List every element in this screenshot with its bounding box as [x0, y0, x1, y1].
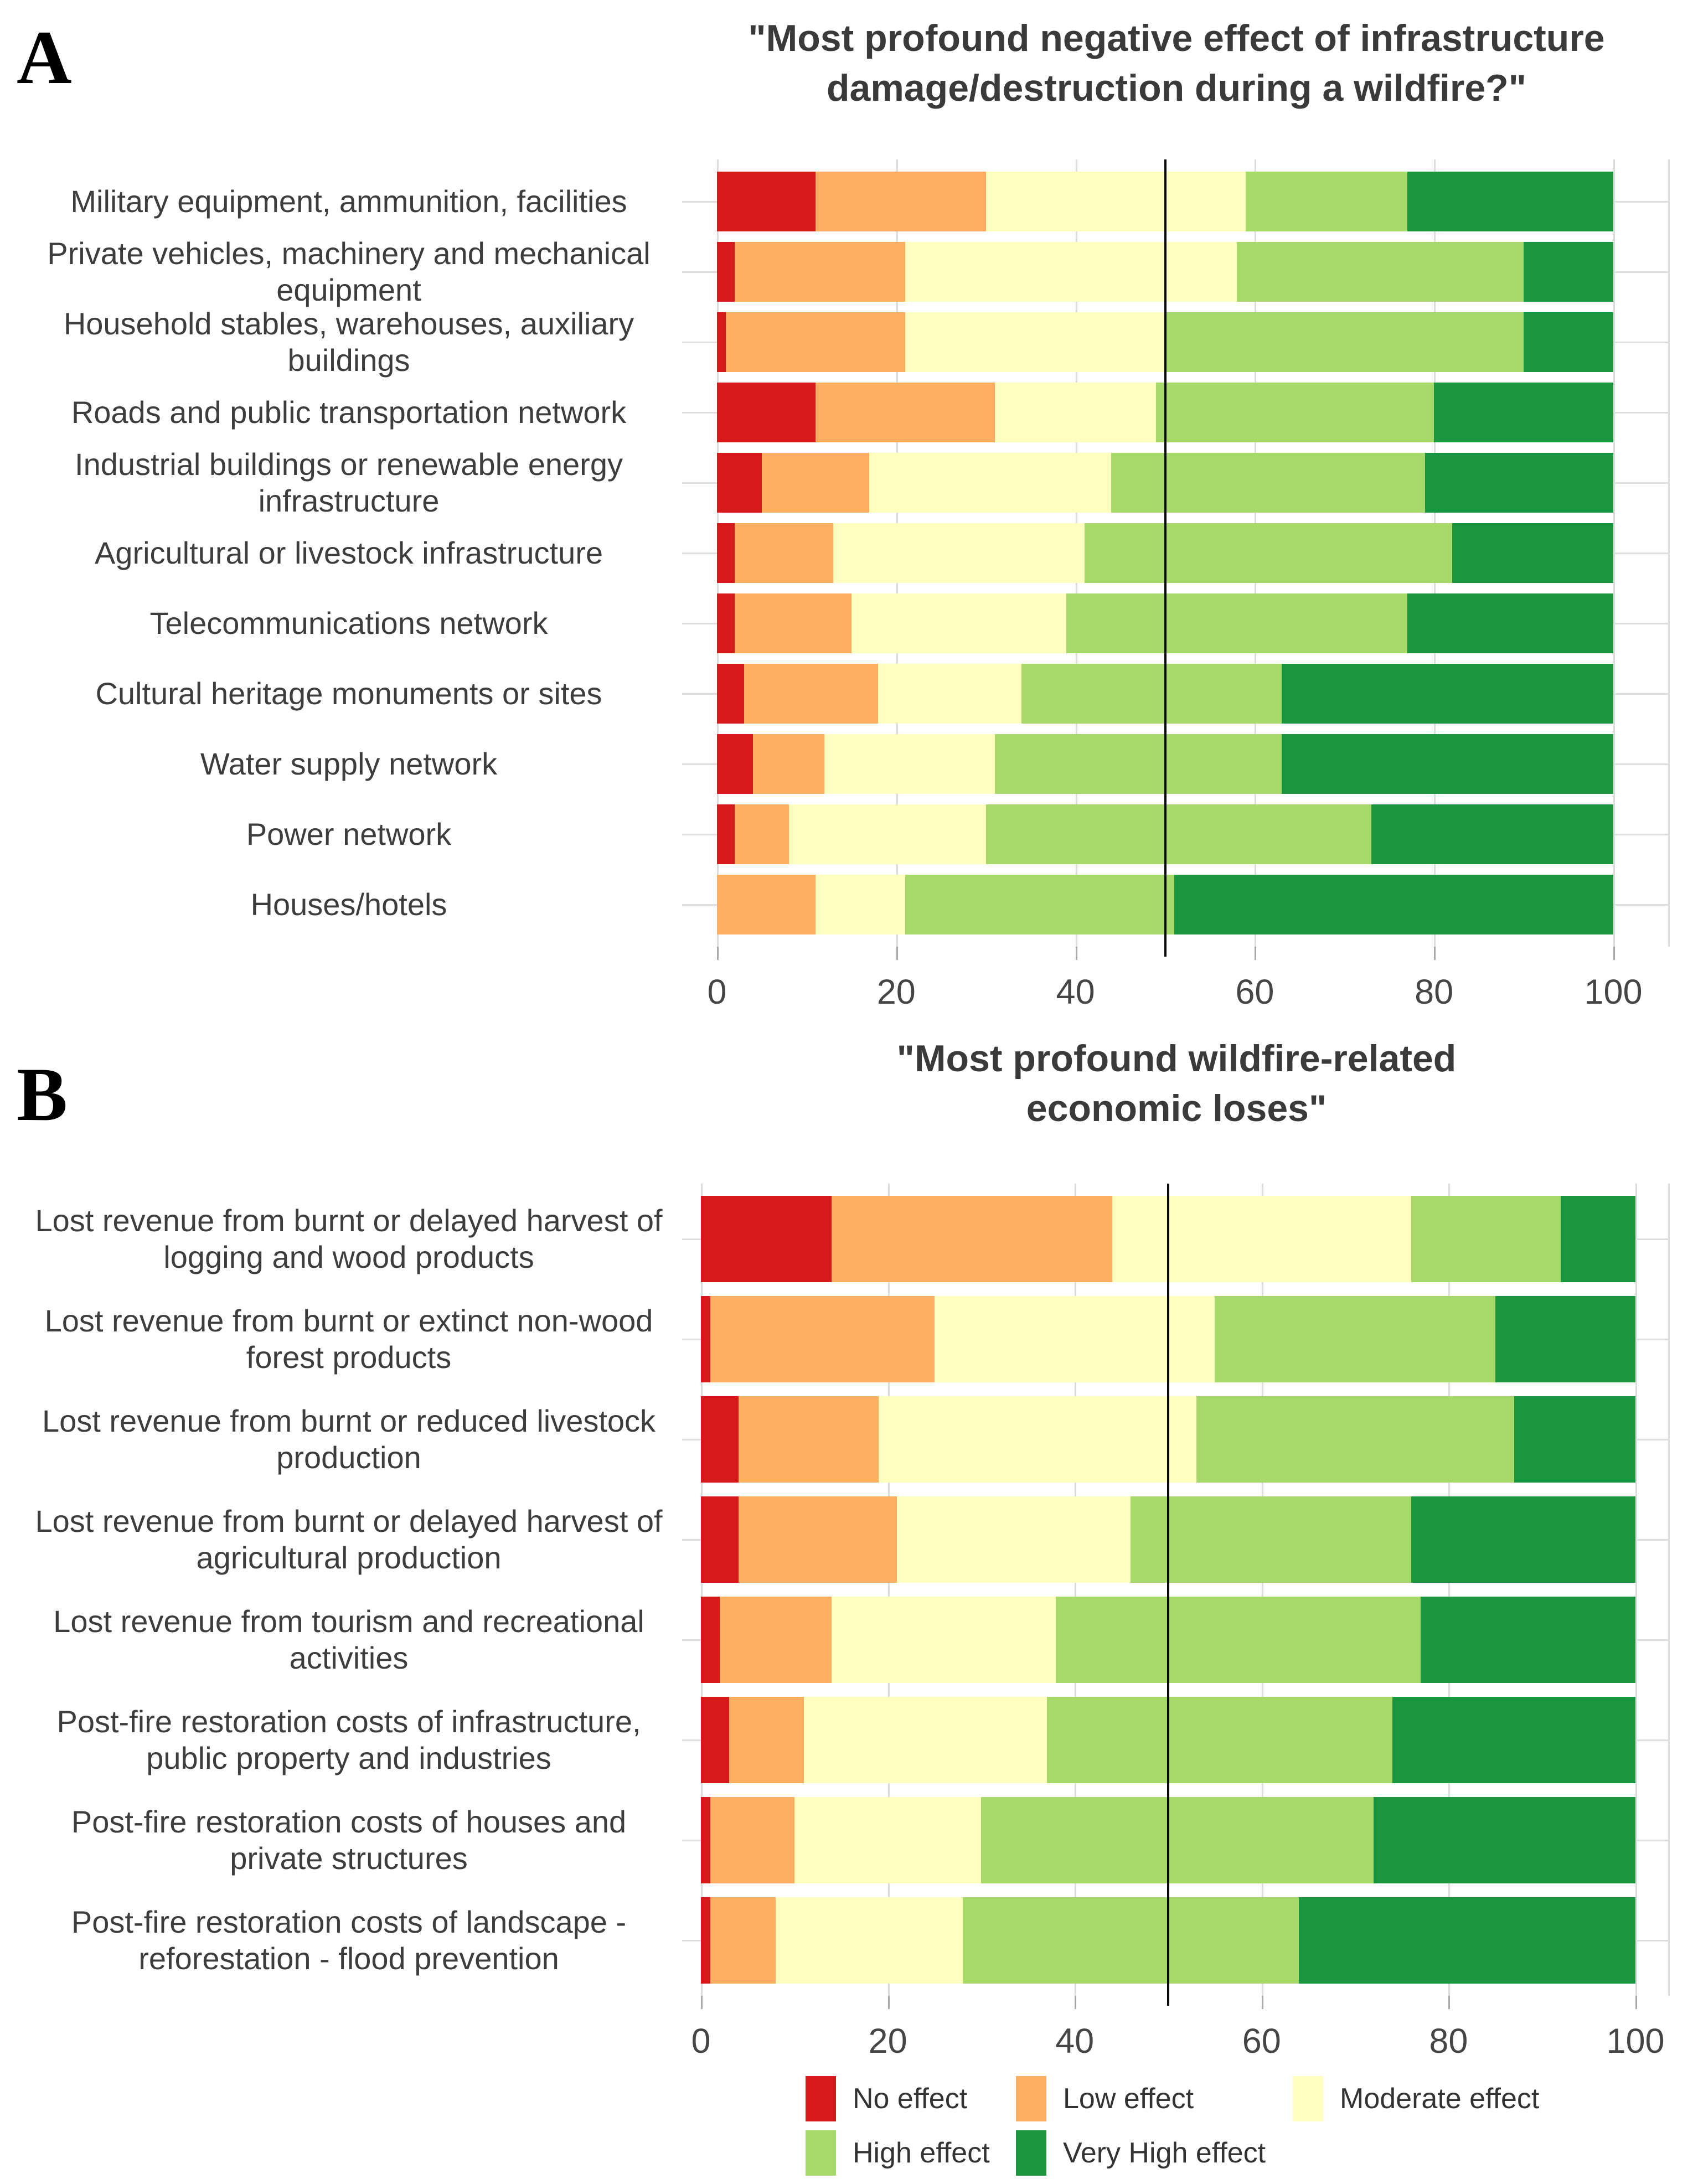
bar-segment-moderate-effect — [824, 734, 995, 794]
bar-segment-no-effect — [717, 383, 816, 442]
bar-segment-low-effect — [717, 875, 816, 934]
bar-segment-moderate-effect — [905, 312, 1165, 372]
bar-segment-no-effect — [717, 172, 816, 231]
bar-segment-low-effect — [735, 593, 851, 653]
category-label: Industrial buildings or renewable energy infrastructure — [75, 446, 623, 518]
bar-segment-low-effect — [726, 312, 905, 372]
bar-segment-no-effect — [701, 1597, 720, 1683]
category-label: Military equipment, ammunition, facilities — [70, 183, 627, 219]
category-label: Roads and public transportation network — [71, 394, 627, 430]
bar-segment-moderate-effect — [935, 1296, 1215, 1382]
bar-segment-moderate-effect — [832, 1597, 1056, 1683]
axis-tick-mark — [1262, 1996, 1263, 2009]
legend-label: Moderate effect — [1340, 2083, 1540, 2115]
legend-item — [1016, 2130, 1266, 2176]
axis-tick-mark — [888, 1996, 890, 2009]
bar-segment-high-effect — [963, 1897, 1299, 1984]
bar-segment-no-effect — [701, 1697, 729, 1783]
bar-segment-moderate-effect — [878, 664, 1021, 724]
category-label: Post-fire restoration costs of infrastructure, public property and industries — [56, 1703, 641, 1775]
chart-title-line: damage/destruction during a wildfire?" — [827, 66, 1526, 109]
bar-segment-high-effect — [1246, 172, 1407, 231]
bar-segment-moderate-effect — [794, 1797, 982, 1883]
bar-segment-low-effect — [832, 1196, 1112, 1282]
category-label: Water supply network — [200, 746, 498, 781]
category-label: Lost revenue from burnt or delayed harvest of logging and wood products — [35, 1202, 663, 1274]
axis-tick-label: 20 — [876, 973, 916, 1011]
bar-segment-moderate-effect — [833, 523, 1084, 583]
axis-tick-mark — [1075, 1996, 1076, 2009]
chart-title-line: economic loses" — [1026, 1087, 1327, 1129]
bar-segment-no-effect — [717, 664, 744, 724]
axis-tick-mark — [896, 947, 898, 960]
bar-segment-no-effect — [717, 804, 735, 864]
bar-segment-moderate-effect — [816, 875, 905, 934]
axis-tick-label: 100 — [1584, 973, 1643, 1011]
axis-tick-mark — [1434, 947, 1436, 960]
bar-segment-no-effect — [717, 593, 735, 653]
legend-label: Very High effect — [1063, 2137, 1266, 2169]
category-label: Lost revenue from burnt or reduced livestock production — [42, 1403, 656, 1475]
bar-segment-high-effect — [1237, 242, 1524, 302]
axis-tick-label: 40 — [1055, 2022, 1095, 2061]
axis-tick-mark — [1448, 1996, 1450, 2009]
bar-segment-high-effect — [1215, 1296, 1495, 1382]
category-label: Post-fire restoration costs of landscape - reforestation - flood prevention — [71, 1904, 627, 1976]
bar-segment-moderate-effect — [1112, 1196, 1411, 1282]
bar-segment-no-effect — [701, 1296, 710, 1382]
axis-tick-mark — [1635, 1996, 1637, 2009]
bar-segment-high-effect — [986, 804, 1371, 864]
bar-segment-very-high-effect — [1495, 1296, 1635, 1382]
legend-swatch-very-high-effect — [1016, 2130, 1046, 2176]
bar-segment-very-high-effect — [1425, 453, 1613, 513]
bar-segment-moderate-effect — [804, 1697, 1047, 1783]
category-label: Post-fire restoration costs of houses and private structures — [71, 1804, 627, 1876]
legend-label: No effect — [853, 2083, 968, 2115]
chart-title-line: "Most profound negative effect of infrastructure — [748, 17, 1605, 59]
bar-segment-high-effect — [995, 734, 1282, 794]
category-label: Agricultural or livestock infrastructure — [94, 535, 603, 570]
bar-segment-low-effect — [762, 453, 869, 513]
axis-tick-label: 100 — [1606, 2022, 1665, 2061]
legend-label: High effect — [853, 2137, 990, 2169]
bar-segment-high-effect — [905, 875, 1174, 934]
bar-segment-moderate-effect — [986, 172, 1246, 231]
bar-segment-high-effect — [1066, 593, 1407, 653]
bar-segment-very-high-effect — [1392, 1697, 1635, 1783]
bar-segment-no-effect — [701, 1196, 832, 1282]
bar-segment-low-effect — [729, 1697, 804, 1783]
legend-swatch-high-effect — [806, 2130, 836, 2176]
bar-segment-low-effect — [735, 242, 905, 302]
legend-label: Low effect — [1063, 2083, 1194, 2115]
axis-tick-label: 80 — [1429, 2022, 1468, 2061]
bar-segment-low-effect — [816, 383, 995, 442]
legend-item — [806, 2130, 990, 2176]
bar-segment-high-effect — [1056, 1597, 1420, 1683]
bar-segment-low-effect — [735, 804, 788, 864]
category-label: Houses/hotels — [250, 886, 447, 922]
bar-segment-low-effect — [710, 1897, 776, 1984]
chart-title-line: "Most profound wildfire-related — [896, 1037, 1457, 1080]
reference-line-50 — [1164, 159, 1167, 957]
legend-item — [806, 2076, 967, 2121]
bar-segment-no-effect — [701, 1797, 710, 1883]
bar-segment-moderate-effect — [776, 1897, 963, 1984]
bar-segment-very-high-effect — [1407, 172, 1613, 231]
bar-segment-very-high-effect — [1411, 1496, 1635, 1583]
bar-segment-high-effect — [1047, 1697, 1393, 1783]
bar-segment-low-effect — [739, 1396, 879, 1483]
bar-segment-no-effect — [717, 523, 735, 583]
bar-segment-very-high-effect — [1282, 734, 1613, 794]
bar-segment-very-high-effect — [1374, 1797, 1635, 1883]
bar-segment-high-effect — [1156, 383, 1434, 442]
bar-segment-high-effect — [1085, 523, 1452, 583]
bar-segment-low-effect — [710, 1296, 935, 1382]
bar-segment-high-effect — [1196, 1396, 1514, 1483]
chart-title — [659, 14, 1694, 113]
bar-segment-very-high-effect — [1452, 523, 1613, 583]
bar-segment-high-effect — [1021, 664, 1282, 724]
category-label: Lost revenue from tourism and recreational activities — [53, 1603, 644, 1675]
category-label: Lost revenue from burnt or extinct non-wood forest products — [44, 1303, 653, 1375]
bar-segment-very-high-effect — [1524, 242, 1613, 302]
legend-swatch-no-effect — [806, 2076, 836, 2121]
bar-segment-high-effect — [1111, 453, 1425, 513]
axis-tick-mark — [1076, 947, 1077, 960]
bar-segment-low-effect — [739, 1496, 897, 1583]
bar-segment-moderate-effect — [869, 453, 1111, 513]
chart-title — [659, 1034, 1694, 1134]
panel-edge-gridline — [1668, 1184, 1670, 1996]
bar-segment-very-high-effect — [1524, 312, 1613, 372]
bar-segment-low-effect — [720, 1597, 832, 1683]
bar-segment-no-effect — [717, 453, 762, 513]
legend-swatch-low-effect — [1016, 2076, 1046, 2121]
axis-tick-mark — [1613, 947, 1615, 960]
bar-segment-very-high-effect — [1407, 593, 1613, 653]
bar-segment-high-effect — [1411, 1196, 1561, 1282]
category-label: Power network — [246, 816, 452, 851]
category-label: Telecommunications network — [149, 605, 548, 641]
axis-tick-mark — [717, 947, 719, 960]
bar-segment-moderate-effect — [897, 1496, 1131, 1583]
bar-segment-low-effect — [744, 664, 879, 724]
bar-segment-high-effect — [981, 1797, 1374, 1883]
bar-segment-very-high-effect — [1371, 804, 1613, 864]
bar-segment-low-effect — [735, 523, 833, 583]
bar-segment-moderate-effect — [995, 383, 1156, 442]
axis-tick-label: 0 — [691, 2022, 711, 2061]
bar-segment-moderate-effect — [789, 804, 986, 864]
bar-segment-very-high-effect — [1434, 383, 1613, 442]
bar-segment-no-effect — [701, 1897, 710, 1984]
panel-letter-b: B — [17, 1052, 68, 1137]
panel-letter-a: A — [17, 15, 72, 100]
legend-swatch-moderate-effect — [1293, 2076, 1323, 2121]
category-label: Private vehicles, machinery and mechanical equipment — [47, 235, 651, 307]
axis-tick-label: 80 — [1415, 973, 1454, 1011]
axis-tick-mark — [701, 1996, 703, 2009]
panel-b — [0, 1024, 1698, 2184]
bar-segment-moderate-effect — [879, 1396, 1196, 1483]
bar-segment-very-high-effect — [1174, 875, 1613, 934]
bar-segment-moderate-effect — [905, 242, 1237, 302]
bar-segment-high-effect — [1131, 1496, 1411, 1583]
legend-item — [1016, 2076, 1194, 2121]
bar-segment-low-effect — [753, 734, 825, 794]
category-label: Lost revenue from burnt or delayed harvest of agricultural production — [35, 1503, 663, 1575]
axis-tick-label: 40 — [1056, 973, 1095, 1011]
bar-segment-no-effect — [701, 1396, 739, 1483]
category-label: Household stables, warehouses, auxiliary buildings — [63, 306, 634, 378]
bar-segment-very-high-effect — [1514, 1396, 1635, 1483]
axis-tick-mark — [1255, 947, 1256, 960]
axis-tick-label: 0 — [707, 973, 727, 1011]
reference-line-50 — [1167, 1184, 1169, 2006]
bar-segment-high-effect — [1165, 312, 1524, 372]
category-label: Cultural heritage monuments or sites — [95, 675, 602, 711]
legend-item — [1293, 2076, 1539, 2121]
bar-segment-very-high-effect — [1299, 1897, 1635, 1984]
bar-segment-low-effect — [816, 172, 986, 231]
bar-segment-no-effect — [717, 734, 753, 794]
bar-segment-very-high-effect — [1282, 664, 1613, 724]
bar-segment-very-high-effect — [1561, 1196, 1635, 1282]
bar-segment-low-effect — [710, 1797, 794, 1883]
axis-tick-label: 20 — [868, 2022, 907, 2061]
axis-tick-label: 60 — [1242, 2022, 1281, 2061]
gridline-vertical-100 — [1635, 1184, 1637, 1996]
panel-a — [0, 0, 1698, 1024]
axis-tick-label: 60 — [1235, 973, 1274, 1011]
bar-segment-no-effect — [717, 242, 735, 302]
bar-segment-no-effect — [701, 1496, 739, 1583]
bar-segment-moderate-effect — [851, 593, 1067, 653]
bar-segment-no-effect — [717, 312, 726, 372]
bar-segment-very-high-effect — [1421, 1597, 1635, 1683]
